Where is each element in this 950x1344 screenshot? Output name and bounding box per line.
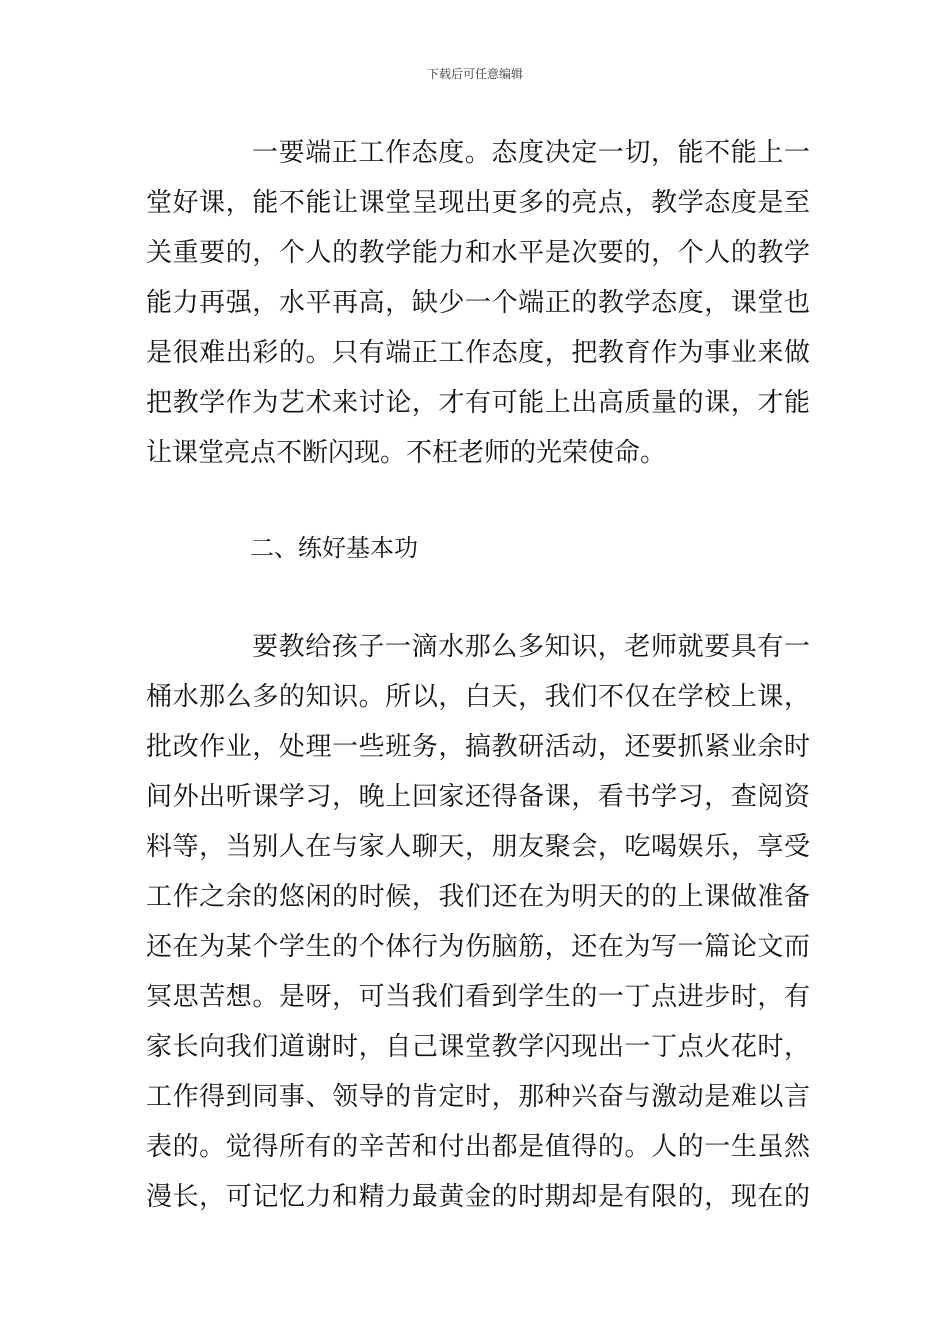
- paragraph-line: 料等，当别人在与家人聊天，朋友聚会，吃喝娱乐，享受: [146, 832, 810, 862]
- paragraph-line: 能力再强，水平再高，缺少一个端正的教学态度，课堂也: [146, 288, 810, 318]
- paragraph-line: 冥思苦想。是呀，可当我们看到学生的一丁点进步时，有: [146, 982, 810, 1012]
- paragraph-line: 工作之余的悠闲的时候，我们还在为明天的的上课做准备: [146, 882, 810, 912]
- paragraph-line: 还在为某个学生的个体行为伤脑筋，还在为写一篇论文而: [146, 932, 810, 962]
- paragraph-line: 间外出听课学习，晚上回家还得备课，看书学习，查阅资: [146, 782, 810, 812]
- paragraph-line: 批改作业，处理一些班务，搞教研活动，还要抓紧业余时: [146, 732, 810, 762]
- paragraph-line: 漫长，可记忆力和精力最黄金的时期却是有限的，现在的: [146, 1182, 810, 1212]
- paragraph-line: 关重要的，个人的教学能力和水平是次要的，个人的教学: [146, 238, 810, 268]
- section-heading: 二、练好基本功: [250, 534, 418, 562]
- page-header-note: 下载后可任意编辑: [426, 67, 523, 81]
- section-heading-block: [146, 524, 810, 572]
- paragraph-line: 要教给孩子一滴水那么多知识，老师就要具有一: [252, 632, 810, 662]
- paragraph-work-attitude: [146, 128, 810, 478]
- paragraph-line: 家长向我们道谢时，自己课堂教学闪现出一丁点火花时，: [146, 1032, 810, 1062]
- paragraph-line: 一要端正工作态度。态度决定一切，能不能上一: [252, 138, 810, 168]
- paragraph-line: 让课堂亮点不断闪现。不枉老师的光荣使命。: [146, 438, 667, 468]
- paragraph-line: 桶水那么多的知识。所以，白天，我们不仅在学校上课，: [146, 682, 810, 712]
- paragraph-line: 把教学作为艺术来讨论，才有可能上出高质量的课，才能: [146, 388, 810, 418]
- paragraph-line: 是很难出彩的。只有端正工作态度，把教育作为事业来做: [146, 338, 810, 368]
- paragraph-basic-skills: [146, 622, 810, 1222]
- paragraph-line: 堂好课，能不能让课堂呈现出更多的亮点，教学态度是至: [146, 188, 810, 218]
- paragraph-line: 工作得到同事、领导的肯定时，那种兴奋与激动是难以言: [146, 1082, 810, 1112]
- paragraph-line: 表的。觉得所有的辛苦和付出都是值得的。人的一生虽然: [146, 1132, 810, 1162]
